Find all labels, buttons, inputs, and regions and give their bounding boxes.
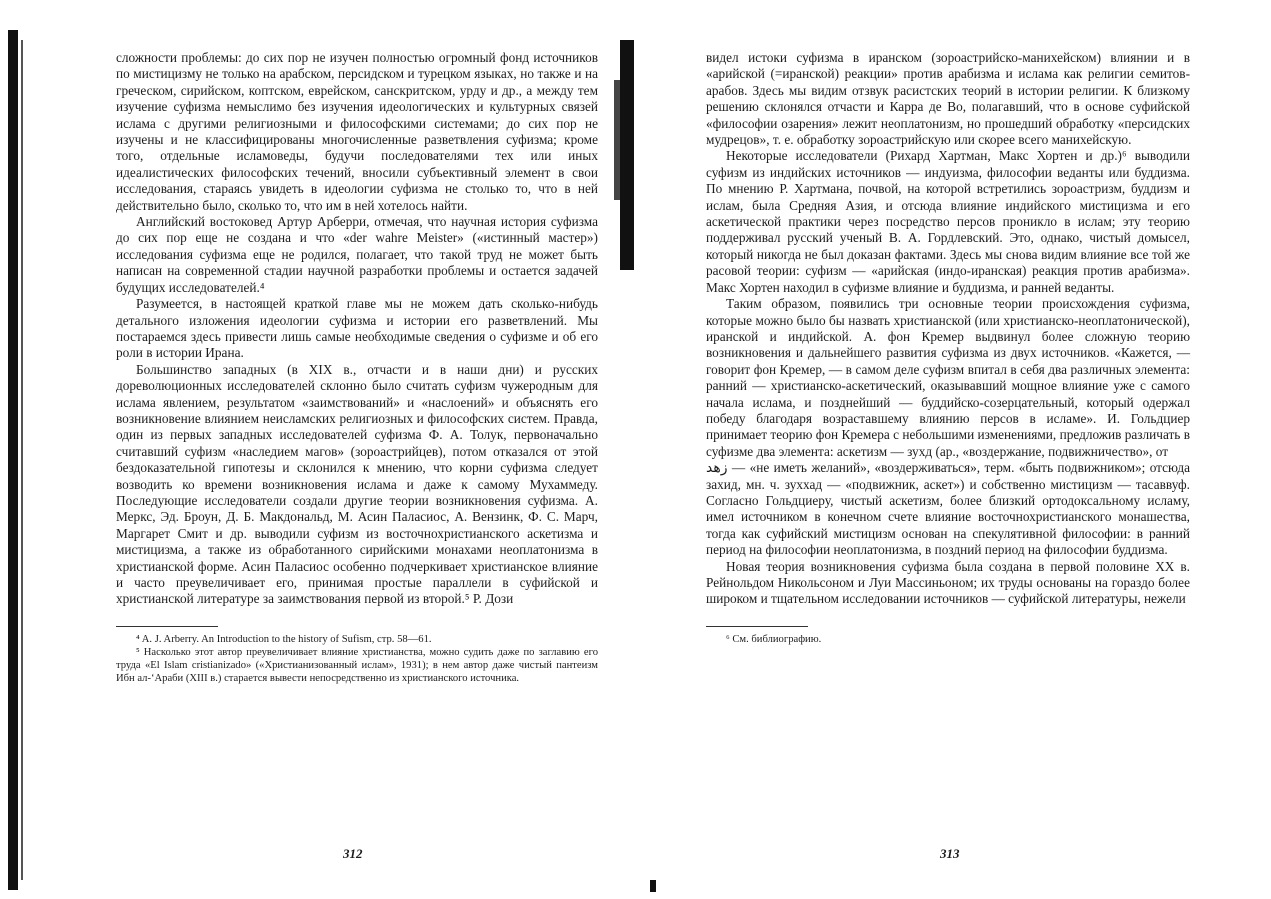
- footnote: ⁴ A. J. Arberry. An Introduction to the history of Sufism, стр. 58—61.: [136, 633, 432, 645]
- left-page-footnotes: [116, 633, 598, 685]
- right-page-body: [706, 50, 1190, 608]
- paragraph: Новая теория возникновения суфизма была создана в первой половине XX в. Рейнольдом Никольсоном и Луи Массиньоном; их труды основаны на гораздо более широком и тщательном исследовании источников — суфийской литературы, нежели: [706, 558, 1190, 607]
- left-page: [116, 50, 598, 685]
- footnote-rule: [116, 626, 218, 627]
- page-number: 312: [343, 846, 363, 861]
- footnote: ⁶ См. библиографию.: [726, 633, 822, 645]
- paragraph: Большинство западных (в XIX в., отчасти и в наши дни) и русских дореволюционных исследователей склонно было считать суфизм чужеродным для ислама явлением, результатом «заимствований» и «наслоений» и объяснять его возникновение влиянием неисламских религиозных и философских систем. Правда, один из первых западных исследователей суфизма Ф. А. Толук, первоначально считавший суфизм «наследием магов» (зороастрийцев), потом отказался от этой бездоказательной гипотезы и склонился к мнению, что корни суфизма следует возводить ко времени возникновения ислама и даже к самому Мухаммеду. Последующие исследователи создали другие теории возникновения суфизма. А. Меркс, Эд. Броун, Д. Б. Макдональд, М. Асин Паласиос, А. Вензинк, Ф. С. Марч, Маргарет Смит и др. выводили суфизм из восточнохристианского аскетизма и мистицизма, а также из обработанного сирийскими монахами неоплатонизма в христианской форме. Асин Паласиос особенно подчеркивает христианское влияние и часто преувеличивает его, принимая простые параллели в суфийской и христианской литературе за заимствования первой из второй.⁵ Р. Дози: [116, 361, 598, 607]
- paragraph: Разумеется, в настоящей краткой главе мы не можем дать сколько-нибудь детального изложения идеологии суфизма и истории его разветвлений. Мы постараемся здесь привести лишь самые необходимые сведения о суфизме и об его роли в истории Ирана.: [116, 296, 598, 361]
- scan-edge-line: [21, 40, 23, 880]
- scan-edge-shadow: [8, 30, 18, 890]
- paragraph-with-arabic: [706, 460, 1190, 558]
- paragraph: Таким образом, появились три основные теории происхождения суфизма, которые можно было бы назвать христианской (или христианско-неоплатонической), иранской и индийской. А. фон Кремер выдвинул более сложную теорию возникновения и дальнейшего развития суфизма из двух источников. «Кажется, — говорит фон Кремер, — в самом деле суфизм впитал в себя два различных элемента: ранний — христианско-аскетический, оказывавший мощное влияние уже с самого начала ислама, и позднейший — буддийско-созерцательный, который одержал победу благодаря возраставшему влиянию персов в исламе». И. Гольдциер принимает теорию фон Кремера с небольшими изменениями, предложив различать в суфизме два элемента: аскетизм — зухд (ар., «воздержание, подвижничество», от: [706, 296, 1190, 459]
- paragraph: Английский востоковед Артур Арберри, отмечая, что научная история суфизма до сих пор еще не создана и что «der wahre Meister» («истинный мастер») исследования суфизма еще не родился, полагает, что такой труд не может быть написан на современной стадии научной разработки проблемы и остается задачей будущих исследователей.⁴: [116, 214, 598, 295]
- gutter-mark: [650, 880, 656, 892]
- right-page-footnotes: [706, 633, 1190, 646]
- paragraph: видел истоки суфизма в иранском (зороастрийско-манихейском) влиянии и в «арийской (=иранской) реакции» против арабизма и ислама как религии семитов-арабов. Здесь мы видим отзвук расистских теорий в истории религии. К близкому решению склонялся отчасти и Карра де Во, полагавший, что в основе суфийской «философии озарения» лежит неоплатонизм, но прошедший обработку «персидских мудрецов», т. е. обработку зороастрийскую или скорее всего манихейскую.: [706, 50, 1190, 148]
- arabic-word: زهد: [706, 460, 728, 477]
- gutter-shadow: [610, 20, 640, 280]
- left-page-body: [116, 50, 598, 608]
- paragraph: Некоторые исследователи (Рихард Хартман, Макс Хортен и др.)⁶ выводили суфизм из индийских источников — индуизма, философии веданты или буддизма. По мнению Р. Хартмана, почвой, на которой встретились зороастризм, буддизм и ислам, была Средняя Азия, и отсюда влияние индийского мистицизма и его аскетической практики через посредство персов проникло в ислам; эту теорию поддерживал русский ученый В. А. Гордлевский. Это, однако, чистый домысел, который никогда не был доказан фактами. Здесь мы снова видим влияние все той же расовой теории: суфизм — «арийская (индо-иранская) реакция против арабизма». Макс Хортен находил в суфизме влияние и буддизма, и ранней веданты.: [706, 148, 1190, 295]
- gutter-bar-secondary: [614, 80, 620, 200]
- gutter-bar: [620, 40, 634, 270]
- paragraph: сложности проблемы: до сих пор не изучен полностью огромный фонд источников по мистицизму не только на арабском, персидском и турецком языках, но также и на греческом, сирийском, коптском, еврейском, санскритском, урду и др., а между тем изучение суфизма немыслимо без изучения идеологических и культурных связей ислама с другими религиозными и философскими системами; до сих пор не изучены и не классифицированы многочисленные разветвления суфизма; кроме того, отдельные исламоведы, будучи последователями тех или иных идеалистических философских течений, вносили субъективный элемент в свои исследования, стараясь увидеть в идеологии суфизма не столько то, что в ней действительно было, сколько то, что им в ней хотелось найти.: [116, 50, 598, 213]
- paragraph-text: — «не иметь желаний», «воздерживаться», терм. «быть подвижником»; отсюда захид, мн. ч. зуххад — «подвижник, аскет») и собственно мистицизм — тасаввуф. Согласно Гольдциеру, чистый аскетизм, более близкий ортодоксальному исламу, имел источником в конечном счете влияние восточнохристианского монашества, тогда как суфийский мистицизм основан на спекулятивной философии: в ранний период на философии неоплатонизма, в поздний период на философии буддизма.: [706, 460, 1190, 558]
- page-number: 313: [940, 846, 960, 861]
- footnote-rule: [706, 626, 808, 627]
- footnote: ⁵ Насколько этот автор преувеличивает влияние христианства, можно судить даже по заглавию его труда «El Islam cristianizado» («Христианизованный ислам», 1931); в нем автор даже чистый пантеизм Ибн ал-‘Араби (XIII в.) старается вывести непосредственно из христианского источника.: [116, 646, 598, 684]
- right-page: [706, 50, 1190, 646]
